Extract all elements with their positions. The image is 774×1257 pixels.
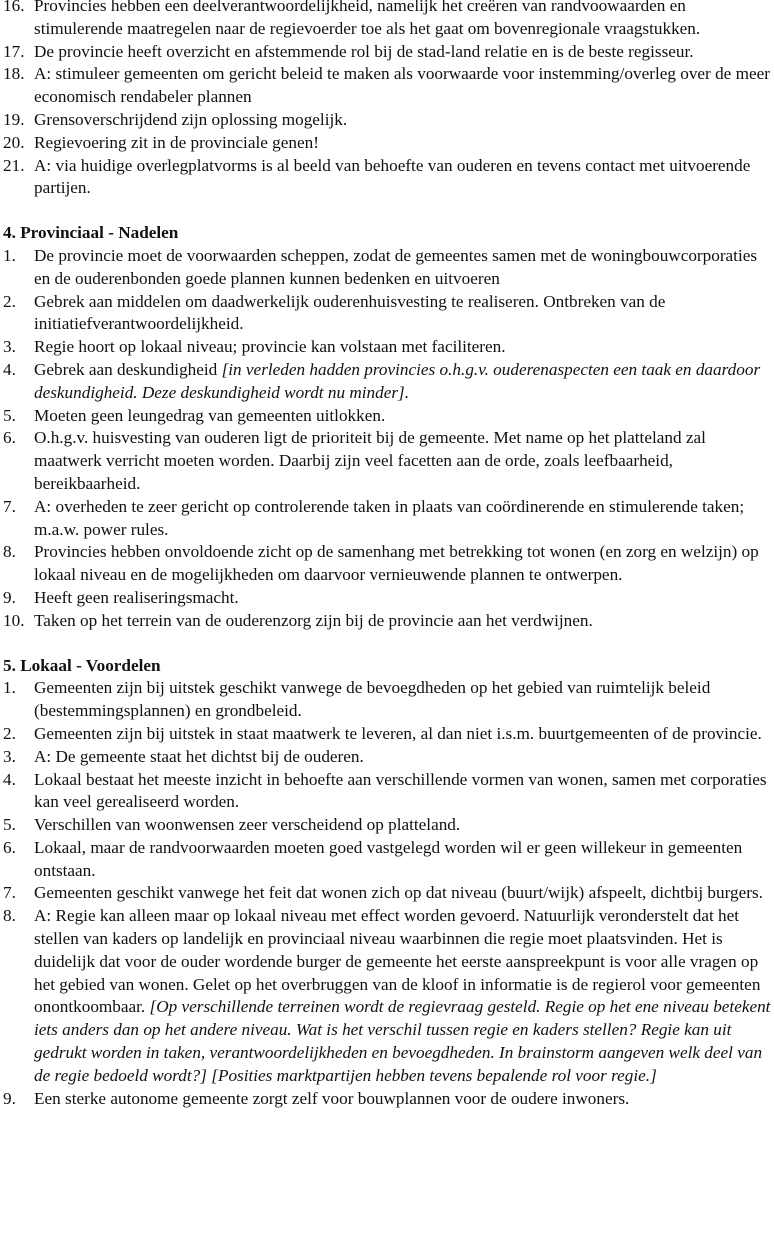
item-number: 1.	[3, 678, 16, 698]
item-number: 21.	[3, 155, 25, 175]
list-item	[0, 496, 774, 542]
list-item	[0, 0, 774, 41]
list-item	[0, 359, 774, 405]
item-text: A: De gemeente staat het dichtst bij de ouderen.	[34, 746, 364, 766]
item-note-italic: [Op verschillende terreinen wordt de regievraag gesteld. Regie op het ene niveau betekent iets anders dan op het andere niveau. Wat is het verschil tussen regie en kaders stellen? Regie kan uit gedrukt worden in taken, verantwoordelijkheden en bevoegdheden. In brainstorm aangeven welk deel van de regie bedoeld wordt?] [Posities marktpartijen hebben tevens bepalende rol voor regie.]	[34, 997, 771, 1085]
list-item	[0, 882, 774, 905]
item-number: 2.	[3, 723, 16, 743]
item-text: Regie hoort op lokaal niveau; provincie kan volstaan met faciliteren.	[34, 337, 506, 357]
item-text: Provincies hebben onvoldoende zicht op de samenhang met betrekking tot wonen (en zorg en welzijn) op lokaal niveau en de mogelijkheden om daarvoor vernieuwende plannen te ontwerpen.	[34, 542, 759, 585]
item-text: Gemeenten zijn bij uitstek in staat maatwerk te leveren, al dan niet i.s.m. buurtgemeenten of de provincie.	[34, 723, 762, 743]
item-number: 18.	[3, 64, 25, 84]
section-provinciaal-nadelen	[0, 222, 774, 632]
item-number: 8.	[3, 542, 16, 562]
list-item	[0, 677, 774, 723]
item-text: Gemeenten geschikt vanwege het feit dat wonen zich op dat niveau (buurt/wijk) afspeelt, dichtbij burgers.	[34, 883, 763, 903]
section-heading: 5. Lokaal - Voordelen	[3, 655, 161, 675]
section-provinciaal-voordelen-continued	[0, 0, 774, 200]
item-text: A: stimuleer gemeenten om gericht beleid te maken als voorwaarde voor instemming/overleg over de meer economisch rendabeler plannen	[34, 64, 770, 107]
item-number: 6.	[3, 837, 16, 857]
item-text: O.h.g.v. huisvesting van ouderen ligt de prioriteit bij de gemeente. Met name op het platteland zal maatwerk verricht moeten worden. Daarbij zijn veel facetten aan de orde, zoals leefbaarheid, bereikbaarheid.	[34, 428, 706, 493]
item-number: 5.	[3, 405, 16, 425]
item-text: Taken op het terrein van de ouderenzorg zijn bij de provincie aan het verdwijnen.	[34, 610, 593, 630]
item-number: 3.	[3, 337, 16, 357]
item-number: 3.	[3, 746, 16, 766]
item-number: 9.	[3, 587, 16, 607]
item-note-italic: [in verleden hadden provincies o.h.g.v. ouderenaspecten een taak en daardoor deskundigheid. Deze deskundigheid wordt nu minder].	[34, 359, 761, 402]
item-text: A: overheden te zeer gericht op controlerende taken in plaats van coördinerende en stimulerende taken; m.a.w. power rules.	[34, 496, 745, 539]
section-heading: 4. Provinciaal - Nadelen	[3, 223, 179, 243]
item-text: Lokaal, maar de randvoorwaarden moeten goed vastgelegd worden wil er geen willekeur in gemeenten ontstaan.	[34, 837, 743, 880]
item-number: 6.	[3, 428, 16, 448]
item-number: 4.	[3, 359, 16, 379]
item-text: Een sterke autonome gemeente zorgt zelf voor bouwplannen voor de oudere inwoners.	[34, 1088, 630, 1108]
item-number: 16.	[3, 0, 25, 15]
list-item	[0, 291, 774, 337]
list-item	[0, 245, 774, 291]
list-item	[0, 336, 774, 359]
list-item	[0, 41, 774, 64]
item-text: Lokaal bestaat het meeste inzicht in behoefte aan verschillende vormen van wonen, samen met corporaties kan veel gerealiseerd worden.	[34, 769, 767, 812]
list-item	[0, 1088, 774, 1111]
list-item	[0, 155, 774, 201]
list-item	[0, 132, 774, 155]
item-text: Heeft geen realiseringsmacht.	[34, 587, 239, 607]
item-number: 4.	[3, 769, 16, 789]
item-number: 2.	[3, 291, 16, 311]
item-text: Gebrek aan deskundigheid	[34, 359, 222, 379]
item-text: Gemeenten zijn bij uitstek geschikt vanwege de bevoegdheden op het gebied van ruimtelijk beleid (bestemmingsplannen) en grondbeleid.	[34, 678, 711, 721]
item-text: A: Regie kan alleen maar op lokaal niveau met effect worden gevoerd. Natuurlijk veronderstelt dat het stellen van kaders op landelijk en provinciaal niveau waarbinnen die regie moet plaatsvinden. Het is duidelijk dat voor de ouder wordende burger de gemeente het eerste aanspreekpunt is voor alle vragen op het gebied van wonen. Gelet op het overbruggen van de kloof in informatie is de regierol voor gemeenten onontkoombaar.	[34, 906, 761, 1017]
item-number: 9.	[3, 1088, 16, 1108]
item-text: Grensoverschrijdend zijn oplossing mogelijk.	[34, 109, 348, 129]
list-item	[0, 405, 774, 428]
list-item	[0, 63, 774, 109]
list-item	[0, 746, 774, 769]
list-item	[0, 723, 774, 746]
item-number: 10.	[3, 610, 25, 630]
item-number: 17.	[3, 41, 25, 61]
list-item	[0, 109, 774, 132]
list-item	[0, 610, 774, 633]
item-text: Regievoering zit in de provinciale genen!	[34, 132, 319, 152]
item-text: Provincies hebben een deelverantwoordelijkheid, namelijk het creëren van randvoowaarden en stimulerende maatregelen naar de regievoerder toe als het gaat om bovenregionale vraagstukken.	[34, 0, 701, 38]
list-item	[0, 541, 774, 587]
item-text: Moeten geen leungedrag van gemeenten uitlokken.	[34, 405, 386, 425]
item-number: 19.	[3, 109, 25, 129]
list-item	[0, 905, 774, 1087]
list-item	[0, 814, 774, 837]
item-text: De provincie heeft overzicht en afstemmende rol bij de stad-land relatie en is de beste regisseur.	[34, 41, 694, 61]
item-text: Verschillen van woonwensen zeer verscheidend op platteland.	[34, 815, 461, 835]
list-item	[0, 587, 774, 610]
list-item	[0, 769, 774, 815]
list-item	[0, 837, 774, 883]
item-text: De provincie moet de voorwaarden scheppen, zodat de gemeentes samen met de woningbouwcorporaties en de ouderenbonden goede plannen kunnen bedenken en uitvoeren	[34, 245, 758, 288]
item-number: 1.	[3, 245, 16, 265]
item-text: Gebrek aan middelen om daadwerkelijk ouderenhuisvesting te realiseren. Ontbreken van de initiatiefverantwoordelijkheid.	[34, 291, 666, 334]
item-number: 7.	[3, 883, 16, 903]
section-lokaal-voordelen	[0, 655, 774, 1111]
item-number: 5.	[3, 815, 16, 835]
item-number: 20.	[3, 132, 25, 152]
item-number: 8.	[3, 906, 16, 926]
list-item	[0, 427, 774, 495]
item-text: A: via huidige overlegplatvorms is al beeld van behoefte van ouderen en tevens contact met uitvoerende partijen.	[34, 155, 751, 198]
item-number: 7.	[3, 496, 16, 516]
